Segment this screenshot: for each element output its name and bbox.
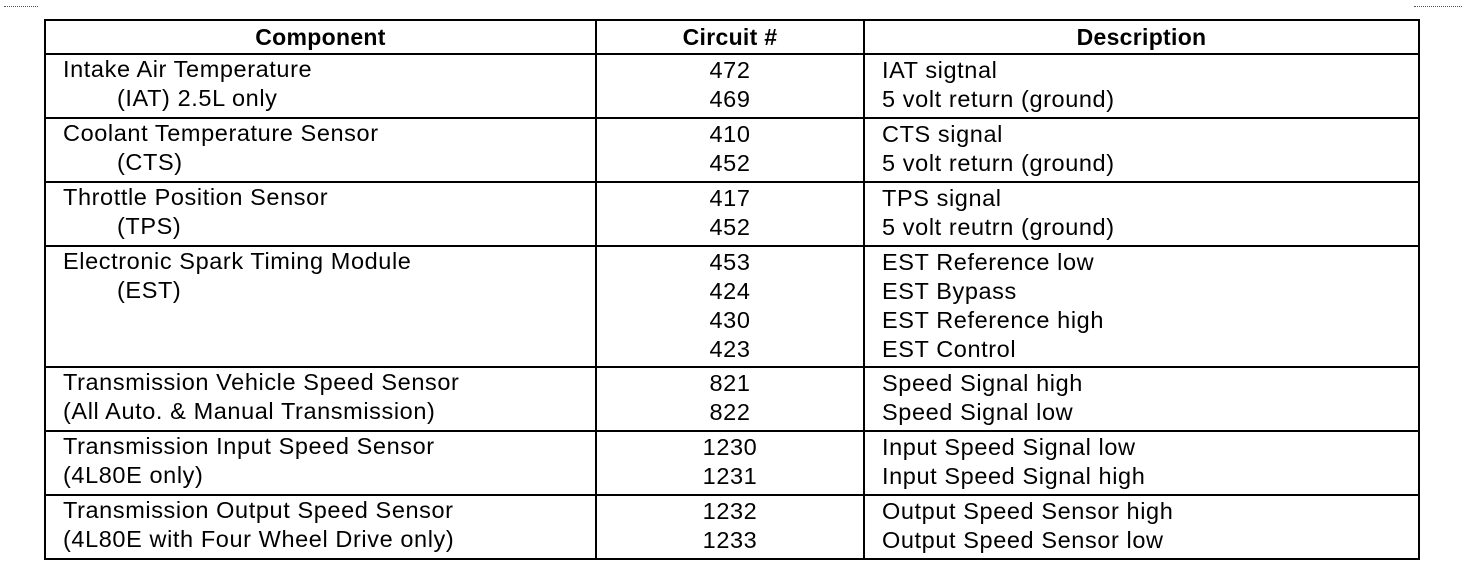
header-description: Description bbox=[864, 20, 1419, 54]
circuit-number: 453 bbox=[709, 249, 751, 275]
component-text: (4L80E only) bbox=[63, 462, 204, 488]
component-text: Transmission Vehicle Speed Sensor bbox=[63, 369, 460, 395]
circuit-table-container bbox=[44, 19, 1418, 560]
circuit-number: 430 bbox=[709, 307, 751, 333]
circuit-number: 1232 bbox=[702, 498, 758, 524]
circuit-cell bbox=[596, 367, 864, 431]
circuit-number: 424 bbox=[709, 278, 751, 304]
table-row bbox=[45, 246, 1419, 367]
description-text: EST Control bbox=[882, 336, 1017, 362]
circuit-number: 472 bbox=[709, 57, 751, 83]
description-cell bbox=[864, 431, 1419, 495]
description-text: 5 volt reutrn (ground) bbox=[882, 214, 1115, 240]
table-row bbox=[45, 367, 1419, 431]
circuit-cell bbox=[596, 118, 864, 182]
scan-artifact-right bbox=[1414, 6, 1462, 7]
circuit-number: 1231 bbox=[702, 463, 758, 489]
description-text: Output Speed Sensor high bbox=[882, 498, 1174, 524]
description-cell bbox=[864, 118, 1419, 182]
component-text: Transmission Output Speed Sensor bbox=[63, 497, 454, 523]
description-text: IAT sigtnal bbox=[882, 57, 998, 83]
circuit-number: 417 bbox=[709, 185, 751, 211]
scan-artifact-left bbox=[4, 6, 38, 7]
circuit-number: 410 bbox=[709, 121, 751, 147]
table-row bbox=[45, 431, 1419, 495]
circuit-cell bbox=[596, 182, 864, 246]
description-text: TPS signal bbox=[882, 185, 1002, 211]
table-row bbox=[45, 495, 1419, 559]
component-text: Intake Air Temperature bbox=[63, 56, 313, 82]
component-text: Transmission Input Speed Sensor bbox=[63, 433, 435, 459]
description-text: Input Speed Signal low bbox=[882, 434, 1136, 460]
circuit-number: 1233 bbox=[702, 527, 758, 553]
component-text: (CTS) bbox=[117, 149, 183, 175]
component-text: (TPS) bbox=[117, 213, 182, 239]
component-cell bbox=[45, 495, 596, 559]
header-row bbox=[45, 20, 1419, 54]
description-cell bbox=[864, 367, 1419, 431]
component-cell bbox=[45, 367, 596, 431]
table-row bbox=[45, 118, 1419, 182]
description-text: 5 volt return (ground) bbox=[882, 86, 1115, 112]
description-text: Input Speed Signal high bbox=[882, 463, 1146, 489]
description-cell bbox=[864, 495, 1419, 559]
component-text: Throttle Position Sensor bbox=[63, 184, 329, 210]
component-text: Electronic Spark Timing Module bbox=[63, 248, 412, 274]
header-component: Component bbox=[45, 20, 596, 54]
circuit-number: 423 bbox=[709, 336, 751, 362]
circuit-number: 452 bbox=[709, 150, 751, 176]
description-text: Output Speed Sensor low bbox=[882, 527, 1164, 553]
circuit-number: 821 bbox=[709, 370, 751, 396]
component-cell bbox=[45, 431, 596, 495]
description-text: Speed Signal low bbox=[882, 399, 1074, 425]
table-body bbox=[45, 54, 1419, 559]
circuit-number: 822 bbox=[709, 399, 751, 425]
circuit-number: 452 bbox=[709, 214, 751, 240]
circuit-table bbox=[44, 19, 1420, 560]
description-text: EST Reference high bbox=[882, 307, 1104, 333]
circuit-cell bbox=[596, 246, 864, 367]
circuit-cell bbox=[596, 495, 864, 559]
component-cell bbox=[45, 54, 596, 118]
description-text: EST Bypass bbox=[882, 278, 1017, 304]
component-text: (4L80E with Four Wheel Drive only) bbox=[63, 526, 455, 552]
table-row bbox=[45, 54, 1419, 118]
component-text: (IAT) 2.5L only bbox=[117, 85, 278, 111]
table-row bbox=[45, 182, 1419, 246]
description-text: CTS signal bbox=[882, 121, 1003, 147]
component-text: (All Auto. & Manual Transmission) bbox=[63, 398, 436, 424]
header-circuit: Circuit # bbox=[596, 20, 864, 54]
component-text: (EST) bbox=[117, 277, 182, 303]
component-cell bbox=[45, 118, 596, 182]
description-cell bbox=[864, 182, 1419, 246]
description-text: Speed Signal high bbox=[882, 370, 1083, 396]
description-cell bbox=[864, 54, 1419, 118]
circuit-cell bbox=[596, 431, 864, 495]
description-cell bbox=[864, 246, 1419, 367]
circuit-number: 1230 bbox=[702, 434, 758, 460]
component-cell bbox=[45, 246, 596, 367]
circuit-number: 469 bbox=[709, 86, 751, 112]
component-cell bbox=[45, 182, 596, 246]
description-text: 5 volt return (ground) bbox=[882, 150, 1115, 176]
circuit-cell bbox=[596, 54, 864, 118]
description-text: EST Reference low bbox=[882, 249, 1095, 275]
component-text: Coolant Temperature Sensor bbox=[63, 120, 379, 146]
